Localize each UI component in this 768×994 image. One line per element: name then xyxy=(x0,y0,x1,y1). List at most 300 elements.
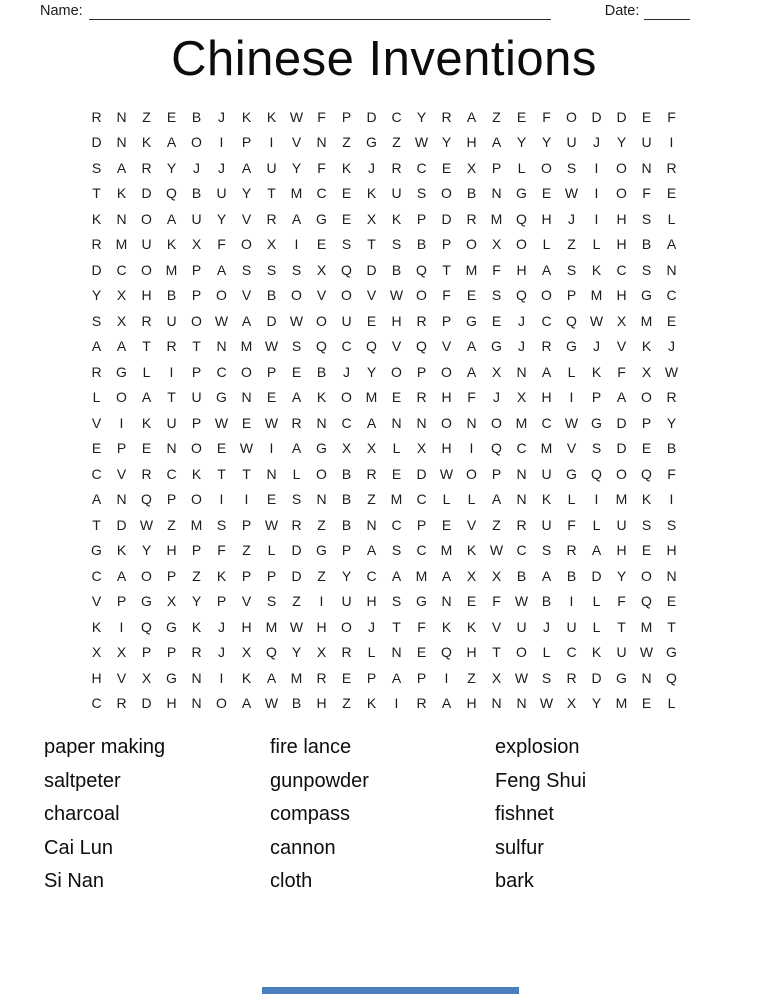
grid-letter: F xyxy=(317,159,326,176)
grid-letter: S xyxy=(266,261,277,278)
grid-letter: H xyxy=(466,644,477,661)
grid-letter: U xyxy=(541,465,552,482)
grid-letter: G xyxy=(516,185,527,202)
grid-letter: U xyxy=(616,516,627,533)
grid-letter: N xyxy=(516,363,527,380)
grid-letter: E xyxy=(441,516,452,533)
grid-letter: Y xyxy=(616,567,627,584)
grid-letter: S xyxy=(566,159,577,176)
grid-letter: X xyxy=(566,695,577,712)
grid-letter: Z xyxy=(242,542,251,559)
grid-letter: C xyxy=(341,414,352,431)
grid-letter: A xyxy=(591,542,602,559)
grid-letter: A xyxy=(441,695,452,712)
grid-letter: C xyxy=(566,644,577,661)
grid-letter: A xyxy=(266,669,277,686)
grid-letter: K xyxy=(141,134,152,151)
word-item: explosion xyxy=(495,736,580,758)
grid-letter: V xyxy=(116,669,127,686)
grid-letter: W xyxy=(589,312,604,329)
grid-letter: W xyxy=(639,644,654,661)
grid-letter: V xyxy=(491,618,502,635)
grid-letter: I xyxy=(569,389,574,406)
grid-letter: E xyxy=(641,108,652,125)
grid-letter: W xyxy=(289,312,304,329)
grid-letter: K xyxy=(591,363,602,380)
grid-letter: I xyxy=(594,185,599,202)
grid-letter: L xyxy=(467,491,476,508)
grid-letter: B xyxy=(191,108,202,125)
grid-letter: W xyxy=(214,414,229,431)
grid-letter: W xyxy=(489,542,504,559)
grid-letter: A xyxy=(116,338,127,355)
grid-letter: J xyxy=(668,338,675,355)
grid-letter: A xyxy=(241,312,252,329)
grid-letter: S xyxy=(391,593,402,610)
grid-letter: Q xyxy=(366,338,377,355)
grid-letter: S xyxy=(641,516,652,533)
word-list-column-1 xyxy=(44,731,270,899)
grid-letter: O xyxy=(641,567,652,584)
grid-letter: C xyxy=(116,261,127,278)
grid-letter: I xyxy=(569,593,574,610)
word-item: fire lance xyxy=(270,736,352,758)
grid-letter: V xyxy=(91,414,102,431)
grid-letter: K xyxy=(641,338,652,355)
grid-letter: N xyxy=(441,593,452,610)
grid-letter: R xyxy=(141,159,152,176)
grid-letter: U xyxy=(166,414,177,431)
grid-letter: G xyxy=(566,465,577,482)
grid-letter: S xyxy=(391,236,402,253)
grid-letter: Y xyxy=(141,542,152,559)
grid-letter: O xyxy=(216,287,227,304)
grid-letter: I xyxy=(594,210,599,227)
grid-letter: R xyxy=(291,516,302,533)
grid-letter: B xyxy=(391,261,402,278)
bottom-blue-bar xyxy=(262,987,519,994)
grid-letter: N xyxy=(391,644,402,661)
grid-letter: V xyxy=(241,210,252,227)
grid-letter: R xyxy=(116,695,127,712)
grid-letter: G xyxy=(141,593,152,610)
grid-letter: Z xyxy=(567,236,576,253)
grid-letter: Z xyxy=(142,108,151,125)
grid-letter: S xyxy=(241,261,252,278)
grid-letter: N xyxy=(191,695,202,712)
grid-letter: Y xyxy=(216,210,227,227)
grid-letter: B xyxy=(666,440,677,457)
grid-letter: X xyxy=(166,593,177,610)
grid-letter: N xyxy=(416,414,427,431)
grid-letter: P xyxy=(166,567,177,584)
grid-letter: C xyxy=(541,312,552,329)
grid-letter: B xyxy=(316,363,327,380)
grid-letter: L xyxy=(592,236,601,253)
grid-letter: N xyxy=(166,440,177,457)
grid-letter: R xyxy=(566,669,577,686)
grid-letter: P xyxy=(491,159,502,176)
grid-letter: O xyxy=(341,287,352,304)
grid-letter: A xyxy=(241,695,252,712)
grid-letter: U xyxy=(566,134,577,151)
grid-letter: B xyxy=(341,516,352,533)
grid-letter: G xyxy=(316,440,327,457)
grid-letter: R xyxy=(141,465,152,482)
grid-letter: B xyxy=(541,593,552,610)
grid-letter: A xyxy=(491,134,502,151)
grid-letter: E xyxy=(666,185,677,202)
grid-letter: I xyxy=(444,669,449,686)
grid-letter: P xyxy=(191,414,202,431)
grid-letter: Y xyxy=(291,159,302,176)
grid-letter: X xyxy=(316,644,327,661)
grid-letter: N xyxy=(516,695,527,712)
grid-letter: F xyxy=(217,236,226,253)
grid-letter: X xyxy=(266,236,277,253)
grid-letter: S xyxy=(491,287,502,304)
grid-letter: V xyxy=(116,465,127,482)
grid-letter: O xyxy=(516,236,527,253)
grid-letter: W xyxy=(289,108,304,125)
grid-letter: P xyxy=(116,593,127,610)
grid-letter: P xyxy=(191,542,202,559)
grid-letter: A xyxy=(391,669,402,686)
grid-letter: I xyxy=(294,236,299,253)
word-list-column-2 xyxy=(270,731,495,899)
grid-letter: Z xyxy=(317,567,326,584)
grid-letter: N xyxy=(516,491,527,508)
grid-letter: H xyxy=(91,669,102,686)
grid-letter: O xyxy=(341,389,352,406)
grid-letter: G xyxy=(466,312,477,329)
grid-letter: F xyxy=(442,287,451,304)
grid-letter: Y xyxy=(441,134,452,151)
grid-letter: X xyxy=(416,440,427,457)
grid-letter: O xyxy=(216,695,227,712)
grid-letter: P xyxy=(641,414,652,431)
grid-letter: O xyxy=(291,287,302,304)
grid-letter: E xyxy=(341,669,352,686)
grid-letter: A xyxy=(541,567,552,584)
grid-letter: J xyxy=(593,134,600,151)
grid-letter: Y xyxy=(166,159,177,176)
grid-letter: O xyxy=(141,567,152,584)
grid-letter: F xyxy=(217,542,226,559)
grid-letter: J xyxy=(218,644,225,661)
grid-letter: C xyxy=(391,108,402,125)
grid-letter: K xyxy=(141,414,152,431)
grid-letter: K xyxy=(441,618,452,635)
grid-letter: M xyxy=(490,210,503,227)
grid-letter: M xyxy=(640,618,653,635)
grid-letter: E xyxy=(216,440,227,457)
grid-letter: A xyxy=(366,542,377,559)
grid-letter: E xyxy=(491,312,502,329)
grid-letter: Q xyxy=(566,312,577,329)
grid-letter: O xyxy=(566,108,577,125)
grid-letter: R xyxy=(341,644,352,661)
grid-letter: Q xyxy=(591,465,602,482)
grid-letter: K xyxy=(266,108,277,125)
grid-letter: I xyxy=(469,440,474,457)
grid-letter: C xyxy=(416,542,427,559)
grid-letter: U xyxy=(516,618,527,635)
grid-letter: Q xyxy=(316,338,327,355)
grid-letter: J xyxy=(368,618,375,635)
grid-letter: Y xyxy=(416,108,427,125)
grid-letter: X xyxy=(616,312,627,329)
grid-letter: X xyxy=(116,287,127,304)
grid-letter: W xyxy=(514,593,529,610)
grid-letter: N xyxy=(266,465,277,482)
grid-letter: J xyxy=(568,210,575,227)
grid-letter: L xyxy=(667,210,676,227)
grid-letter: H xyxy=(616,287,627,304)
grid-letter: H xyxy=(316,695,327,712)
grid-letter: A xyxy=(116,159,127,176)
grid-letter: I xyxy=(119,414,124,431)
grid-letter: T xyxy=(267,185,276,202)
grid-letter: D xyxy=(291,542,302,559)
grid-letter: L xyxy=(292,465,301,482)
grid-letter: L xyxy=(567,491,576,508)
grid-letter: R xyxy=(441,108,452,125)
grid-letter: H xyxy=(616,236,627,253)
grid-letter: J xyxy=(218,159,225,176)
grid-letter: A xyxy=(116,567,127,584)
grid-letter: Z xyxy=(392,134,401,151)
grid-letter: R xyxy=(91,363,102,380)
grid-letter: N xyxy=(641,669,652,686)
grid-letter: Y xyxy=(341,567,352,584)
grid-letter: K xyxy=(366,695,377,712)
grid-letter: J xyxy=(343,363,350,380)
grid-letter: Y xyxy=(291,644,302,661)
grid-letter: S xyxy=(291,491,302,508)
grid-letter: V xyxy=(241,287,252,304)
grid-letter: O xyxy=(616,185,627,202)
grid-letter: V xyxy=(91,593,102,610)
word-item: cloth xyxy=(270,870,313,893)
grid-letter: K xyxy=(116,185,127,202)
grid-letter: O xyxy=(191,491,202,508)
grid-letter: N xyxy=(116,210,127,227)
grid-letter: P xyxy=(341,108,352,125)
grid-letter: Y xyxy=(191,593,202,610)
grid-letter: H xyxy=(466,695,477,712)
grid-letter: Z xyxy=(167,516,176,533)
grid-letter: B xyxy=(191,185,202,202)
grid-letter: P xyxy=(191,363,202,380)
grid-letter: T xyxy=(192,338,201,355)
grid-letter: B xyxy=(341,491,352,508)
grid-letter: J xyxy=(218,108,225,125)
grid-letter: T xyxy=(92,516,101,533)
grid-letter: P xyxy=(166,491,177,508)
word-item: Feng Shui xyxy=(495,769,587,792)
grid-letter: C xyxy=(516,542,527,559)
grid-letter: E xyxy=(466,287,477,304)
grid-letter: N xyxy=(366,516,377,533)
grid-letter: S xyxy=(291,338,302,355)
grid-letter: V xyxy=(241,593,252,610)
grid-letter: T xyxy=(442,261,451,278)
grid-letter: O xyxy=(191,312,202,329)
grid-letter: N xyxy=(116,134,127,151)
name-blank-line xyxy=(89,3,551,20)
grid-letter: C xyxy=(616,261,627,278)
grid-letter: Y xyxy=(541,134,552,151)
grid-letter: Q xyxy=(166,185,177,202)
word-item: compass xyxy=(270,803,351,826)
grid-letter: K xyxy=(466,618,477,635)
grid-letter: E xyxy=(266,491,277,508)
grid-letter: F xyxy=(642,185,651,202)
grid-letter: E xyxy=(541,185,552,202)
grid-letter: M xyxy=(415,567,428,584)
grid-letter: B xyxy=(466,185,477,202)
grid-letter: K xyxy=(191,465,202,482)
word-item: paper making xyxy=(44,736,166,758)
grid-letter: K xyxy=(166,236,177,253)
grid-letter: N xyxy=(516,465,527,482)
grid-letter: X xyxy=(316,261,327,278)
grid-letter: J xyxy=(368,159,375,176)
grid-letter: X xyxy=(141,669,152,686)
grid-letter: J xyxy=(493,389,500,406)
grid-letter: E xyxy=(641,542,652,559)
grid-letter: O xyxy=(191,134,202,151)
grid-letter: C xyxy=(541,414,552,431)
grid-letter: V xyxy=(291,134,302,151)
grid-letter: G xyxy=(416,593,427,610)
grid-letter: M xyxy=(615,491,628,508)
grid-letter: N xyxy=(316,414,327,431)
grid-letter: Q xyxy=(516,287,527,304)
grid-letter: U xyxy=(566,618,577,635)
grid-letter: P xyxy=(266,363,277,380)
grid-letter: E xyxy=(341,210,352,227)
grid-letter: J xyxy=(518,338,525,355)
grid-letter: L xyxy=(142,363,151,380)
grid-letter: G xyxy=(366,134,377,151)
grid-letter: X xyxy=(116,644,127,661)
grid-letter: M xyxy=(240,338,253,355)
grid-letter: A xyxy=(491,491,502,508)
grid-letter: O xyxy=(466,465,477,482)
grid-letter: H xyxy=(166,695,177,712)
grid-letter: N xyxy=(241,389,252,406)
grid-letter: L xyxy=(592,516,601,533)
grid-letter: O xyxy=(316,465,327,482)
grid-letter: F xyxy=(667,108,676,125)
grid-letter: O xyxy=(616,159,627,176)
grid-letter: U xyxy=(641,134,652,151)
grid-letter: S xyxy=(291,261,302,278)
grid-letter: U xyxy=(341,593,352,610)
grid-letter: H xyxy=(616,210,627,227)
grid-letter: X xyxy=(466,567,477,584)
grid-letter: R xyxy=(416,312,427,329)
grid-letter: G xyxy=(616,669,627,686)
grid-letter: M xyxy=(165,261,178,278)
grid-letter: P xyxy=(216,593,227,610)
grid-letter: U xyxy=(541,516,552,533)
grid-letter: A xyxy=(166,210,177,227)
word-item: charcoal xyxy=(44,803,120,826)
grid-letter: I xyxy=(669,491,674,508)
grid-letter: J xyxy=(518,312,525,329)
grid-letter: K xyxy=(466,542,477,559)
grid-letter: M xyxy=(615,695,628,712)
grid-letter: E xyxy=(341,185,352,202)
grid-letter: P xyxy=(191,261,202,278)
grid-letter: Q xyxy=(666,669,677,686)
grid-letter: S xyxy=(541,669,552,686)
grid-letter: W xyxy=(139,516,154,533)
grid-letter: D xyxy=(91,134,102,151)
grid-letter: W xyxy=(564,185,579,202)
grid-letter: F xyxy=(492,593,501,610)
grid-letter: W xyxy=(439,465,454,482)
grid-letter: I xyxy=(319,593,324,610)
grid-letter: X xyxy=(491,363,502,380)
grid-letter: U xyxy=(266,159,277,176)
grid-letter: R xyxy=(566,542,577,559)
grid-letter: L xyxy=(667,695,676,712)
grid-letter: D xyxy=(141,185,152,202)
grid-letter: N xyxy=(666,261,677,278)
grid-letter: N xyxy=(491,695,502,712)
grid-letter: L xyxy=(367,644,376,661)
grid-letter: T xyxy=(92,185,101,202)
grid-letter: V xyxy=(366,287,377,304)
grid-letter: T xyxy=(667,618,676,635)
grid-letter: U xyxy=(216,185,227,202)
grid-letter: F xyxy=(617,363,626,380)
grid-letter: M xyxy=(640,312,653,329)
grid-letter: O xyxy=(641,389,652,406)
grid-letter: X xyxy=(516,389,527,406)
grid-letter: A xyxy=(166,134,177,151)
grid-letter: P xyxy=(416,669,427,686)
grid-letter: Z xyxy=(292,593,301,610)
grid-letter: E xyxy=(441,159,452,176)
grid-letter: K xyxy=(91,210,102,227)
grid-letter: Y xyxy=(241,185,252,202)
grid-letter: W xyxy=(264,414,279,431)
grid-letter: J xyxy=(193,159,200,176)
grid-letter: A xyxy=(141,389,152,406)
grid-letter: O xyxy=(141,261,152,278)
grid-letter: Q xyxy=(141,618,152,635)
grid-letter: A xyxy=(666,236,677,253)
grid-letter: X xyxy=(366,440,377,457)
grid-letter: Q xyxy=(416,261,427,278)
grid-letter: H xyxy=(541,210,552,227)
grid-letter: Z xyxy=(367,491,376,508)
grid-letter: D xyxy=(591,108,602,125)
grid-letter: C xyxy=(416,159,427,176)
date-blank-line xyxy=(644,3,690,20)
grid-letter: J xyxy=(593,338,600,355)
grid-letter: K xyxy=(366,185,377,202)
grid-letter: N xyxy=(641,159,652,176)
name-label: Name: xyxy=(40,3,83,19)
grid-letter: Y xyxy=(666,414,677,431)
word-item: saltpeter xyxy=(44,769,121,792)
